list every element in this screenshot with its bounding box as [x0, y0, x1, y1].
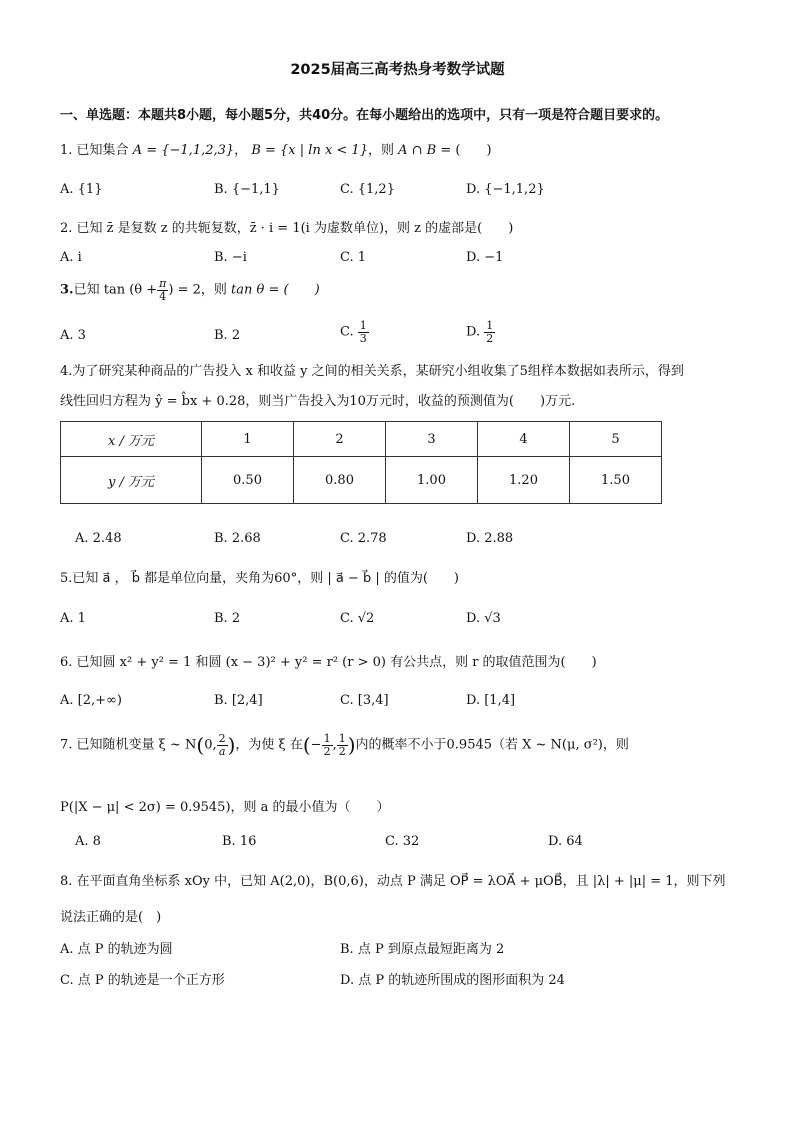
q4-option-b: B. 2.68 — [214, 531, 261, 546]
q2-option-c: C. 1 — [340, 250, 367, 265]
table-row — [61, 457, 662, 504]
q5-option-c: C. √2 — [340, 611, 375, 626]
q5-option-b: B. 2 — [214, 611, 241, 626]
q3-pi-over-4: $\frac{\pi}{4}$ — [159, 277, 167, 303]
table-cell: y / 万元 — [61, 457, 202, 504]
q8-option-b: B. 点 P 到原点最短距离为 2 — [340, 942, 505, 957]
question-7: 7. 已知随机变量 ξ ~ N(0, $\frac{2}{a}$ )，为使 ξ 在(− $\frac{1}{2}$ , $\frac{1}{2}$ )内的概率不小于0.9545（若 X ~ N(μ, σ²)，则 — [60, 732, 629, 758]
q7-option-c: C. 32 — [385, 834, 420, 849]
table-cell: 3 — [386, 422, 478, 457]
q6-option-a: A. [2,+∞) — [60, 693, 122, 708]
question-4-line2: 线性回归方程为 ŷ = b̂x + 0.28，则当广告投入为10万元时，收益的预测值为( )万元. — [60, 394, 576, 409]
q7-half-1: $\frac{1}{2}$ — [323, 732, 331, 758]
q1-option-b: B. {−1,1} — [214, 182, 280, 197]
table-cell: 4 — [478, 422, 570, 457]
q4-option-d: D. 2.88 — [466, 531, 514, 546]
q8-option-a: A. 点 P 的轨迹为圆 — [60, 942, 173, 957]
q3-option-a: A. 3 — [60, 328, 86, 343]
q1-expr: A ∩ B = — [398, 143, 452, 158]
q3-option-c: C. $\frac{1}{3}$ — [340, 319, 367, 345]
question-7-line2: P(|X − μ| < 2σ) = 0.9545)，则 a 的最小值为（ ） — [60, 800, 390, 815]
q1-text-b: ，则 — [367, 143, 394, 158]
q3-tan: tan (θ + — [103, 282, 158, 298]
q1-paren: ( ) — [455, 143, 492, 158]
q4-option-c: C. 2.78 — [340, 531, 387, 546]
q8-option-d: D. 点 P 的轨迹所围成的图形面积为 24 — [340, 973, 565, 988]
question-3 — [60, 278, 320, 302]
table-cell: 0.80 — [294, 457, 386, 504]
q4-option-a: A. 2.48 — [75, 531, 122, 546]
q6-option-d: D. [1,4] — [466, 693, 516, 708]
q7-zero: 0, — [204, 737, 217, 753]
q6-option-b: B. [2,4] — [214, 693, 263, 708]
q3-text: 已知 — [73, 282, 100, 298]
q3-option-b: B. 2 — [214, 328, 241, 343]
q7-text-b: ，为使 ξ 在 — [235, 737, 303, 753]
q7-text: 已知随机变量 ξ ~ N — [76, 737, 197, 753]
q1-set-a: A = {−1,1,2,3} — [132, 143, 235, 158]
q7-text-c: 内的概率不小于0.9545（若 X ~ N(μ, σ²)，则 — [355, 737, 629, 753]
q5-option-d: D. √3 — [466, 611, 501, 626]
table-cell: 1.20 — [478, 457, 570, 504]
q7-half-2: $\frac{1}{2}$ — [338, 732, 346, 758]
q7-option-b: B. 16 — [222, 834, 257, 849]
question-6: 6. 已知圆 x² + y² = 1 和圆 (x − 3)² + y² = r² (r > 0) 有公共点，则 r 的取值范围为( ) — [60, 655, 597, 670]
q3-eq: ) = 2 — [168, 282, 201, 298]
table-cell: 0.50 — [202, 457, 294, 504]
q6-option-c: C. [3,4] — [340, 693, 389, 708]
q1-option-c: C. {1,2} — [340, 182, 395, 197]
q3-text-b: ，则 — [200, 282, 227, 298]
table-cell: 1 — [202, 422, 294, 457]
q1-set-b: B = {x | ln x < 1} — [251, 143, 368, 158]
table-cell: 5 — [570, 422, 662, 457]
q5-option-a: A. 1 — [60, 611, 86, 626]
section-heading: 一、单选题：本题共8小题，每小题5分，共40分。在每小题给出的选项中，只有一项是符合题目要求的。 — [60, 108, 669, 123]
q1-option-a: A. {1} — [60, 182, 103, 197]
q7-option-a: A. 8 — [75, 834, 101, 849]
q8-option-c: C. 点 P 的轨迹是一个正方形 — [60, 973, 225, 988]
question-4-line1: 4.为了研究某种商品的广告投入 x 和收益 y 之间的相关关系，某研究小组收集了5组样本数据如表所示，得到 — [60, 364, 684, 379]
question-2: 2. 已知 z̄ 是复数 z 的共轭复数，z̄ · i = 1(i 为虚数单位)，则 z 的虚部是( ) — [60, 221, 514, 236]
q7-two-over-a: $\frac{2}{a}$ — [218, 732, 226, 758]
q2-option-a: A. i — [60, 250, 82, 265]
data-table — [60, 421, 662, 504]
table-cell: 1.50 — [570, 457, 662, 504]
table-row — [61, 422, 662, 457]
table-cell: 2 — [294, 422, 386, 457]
q3-number: 3. — [60, 282, 74, 298]
q3-expr: tan θ = ( ) — [231, 282, 320, 298]
q3-option-d: D. $\frac{1}{2}$ — [466, 319, 494, 345]
q2-option-d: D. −1 — [466, 250, 504, 265]
q1-option-d: D. {−1,1,2} — [466, 182, 545, 197]
question-5: 5.已知 a⃗ ， b⃗ 都是单位向量，夹角为60°，则 | a⃗ − b⃗ | 的值为( ) — [60, 571, 460, 586]
q1-text: 已知集合 — [76, 143, 129, 158]
q7-option-d: D. 64 — [548, 834, 583, 849]
q7-number: 7. — [60, 737, 73, 753]
table-cell: x / 万元 — [61, 422, 202, 457]
question-8-line1: 8. 在平面直角坐标系 xOy 中，已知 A(2,0)，B(0,6)，动点 P 满足 OP⃗ = λOA⃗ + μOB⃗，且 |λ| + |μ| = 1，则下列 — [60, 874, 726, 889]
q7-neg: − — [310, 737, 322, 753]
q1-sep: ， — [234, 143, 248, 158]
q7-comma: , — [332, 737, 337, 753]
page-title: 2025届高三高考热身考数学试题 — [290, 62, 505, 78]
q1-number: 1. — [60, 143, 73, 158]
question-8-line2: 说法正确的是( ) — [60, 910, 162, 925]
q2-option-b: B. −i — [214, 250, 247, 265]
question-1 — [60, 139, 492, 158]
table-cell: 1.00 — [386, 457, 478, 504]
